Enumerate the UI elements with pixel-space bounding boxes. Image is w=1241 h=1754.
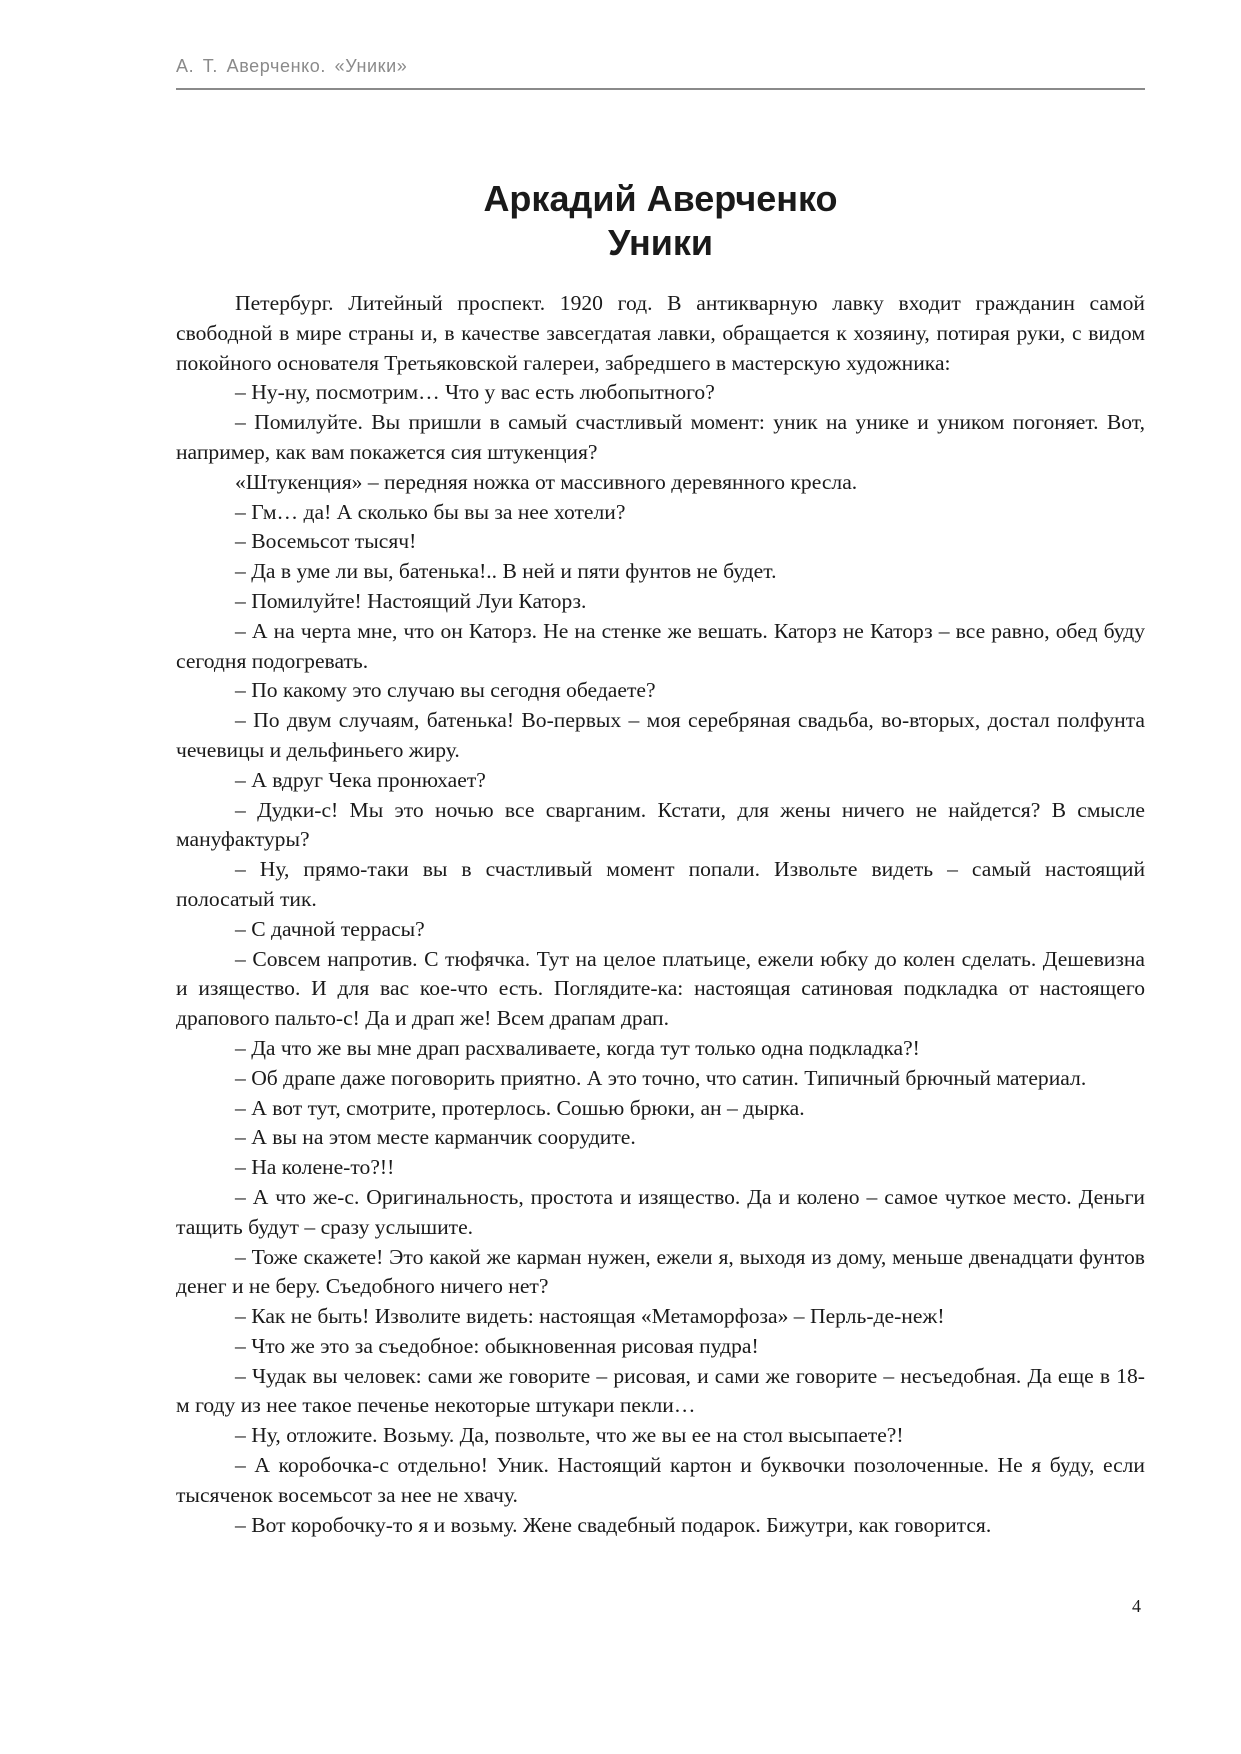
paragraph: – По какому это случаю вы сегодня обедаете? [235, 678, 656, 703]
paragraph: – Что же это за съедобное: обыкновенная рисовая пудра! [235, 1333, 759, 1358]
paragraph: – Ну, отложите. Возьму. Да, позвольте, что же вы ее на стол высыпаете?! [235, 1423, 904, 1448]
paragraph: – А вот тут, смотрите, протерлось. Сошью брюки, ан – дырка. [235, 1095, 805, 1120]
paragraph: – Да что же вы мне драп расхваливаете, когда тут только одна подкладка?! [235, 1035, 920, 1060]
paragraph: – А что же-с. Оригинальность, простота и изящество. Да и колено – самое чуткое место. Деньги тащить будут – сразу услышите. [176, 1184, 1145, 1239]
paragraph: – А на черта мне, что он Каторз. Не на стенке же вешать. Каторз не Каторз – все равно, обед буду сегодня подогревать. [176, 618, 1145, 673]
paragraph: – Вот коробочку-то я и возьму. Жене свадебный подарок. Бижутри, как говорится. [235, 1512, 992, 1537]
paragraph: – Как не быть! Изволите видеть: настоящая «Метаморфоза» – Перль-де-неж! [235, 1304, 945, 1329]
paragraph: – Помилуйте! Настоящий Луи Каторз. [235, 588, 587, 613]
paragraph: – Совсем напротив. С тюфячка. Тут на целое платьице, ежели юбку до колен сделать. Дешевизна и изящество. И для вас кое-что есть. Поглядите-ка: настоящая сатиновая подкладка от настоящего драпового пальто-с! Да и драп же! Всем драпам драп. [176, 946, 1145, 1031]
page-number: 4 [1132, 1596, 1141, 1616]
paragraph: – С дачной террасы? [235, 916, 425, 941]
paragraph: – Помилуйте. Вы пришли в самый счастливый момент: уник на унике и уником погоняет. Вот, например, как вам покажется сия штукенция? [176, 410, 1145, 464]
paragraph: – А коробочка-с отдельно! Уник. Настоящий картон и буквочки позолоченные. Не я буду, если тысяченок восемьсот за нее не хвачу. [176, 1453, 1145, 1507]
author-name: Аркадий Аверченко [483, 178, 838, 219]
paragraph: – Об драпе даже поговорить приятно. А это точно, что сатин. Типичный брючный материал. [235, 1065, 1087, 1090]
title-block [176, 177, 1145, 265]
story-title: Уники [607, 222, 714, 263]
paragraph: – А вы на этом месте карманчик соорудите. [235, 1125, 636, 1150]
paragraph: – Ну, прямо-таки вы в счастливый момент попали. Извольте видеть – самый настоящий полосатый тик. [176, 857, 1145, 911]
paragraph: – Да в уме ли вы, батенька!.. В ней и пяти фунтов не будет. [235, 559, 777, 584]
paragraph: – Гм… да! А сколько бы вы за нее хотели? [235, 499, 626, 524]
paragraph: Петербург. Литейный проспект. 1920 год. В антикварную лавку входит гражданин самой свободной в мире страны и, в качестве завсегдатая лавки, обращается к хозяину, потирая руки, с видом покойного основателя Третьяковской галереи, забредшего в мастерскую художника: [176, 291, 1145, 375]
paragraph: – На колене-то?!! [235, 1155, 395, 1180]
running-header: А. Т. Аверченко. «Уники» [176, 56, 408, 76]
paragraph: – По двум случаям, батенька! Во-первых – моя серебряная свадьба, во-вторых, достал полфунта чечевицы и дельфиньего жиру. [176, 708, 1145, 762]
story-text [176, 289, 1145, 1540]
paragraph: – Чудак вы человек: сами же говорите – рисовая, и сами же говорите – несъедобная. Да еще в 18-м году из нее такое печенье некоторые штукари пекли… [176, 1363, 1145, 1418]
paragraph: – А вдруг Чека пронюхает? [235, 767, 486, 792]
paragraph: – Тоже скажете! Это какой же карман нужен, ежели я, выходя из дому, меньше двенадцати фунтов денег и не беру. Съедобного ничего нет? [176, 1244, 1145, 1299]
paragraph: – Дудки-с! Мы это ночью все сварганим. Кстати, для жены ничего не найдется? В смысле мануфактуры? [176, 797, 1145, 852]
paragraph: – Восемьсот тысяч! [235, 529, 417, 554]
paragraph: «Штукенция» – передняя ножка от массивного деревянного кресла. [235, 469, 858, 494]
paragraph: – Ну-ну, посмотрим… Что у вас есть любопытного? [235, 380, 715, 405]
header-divider [176, 88, 1145, 90]
